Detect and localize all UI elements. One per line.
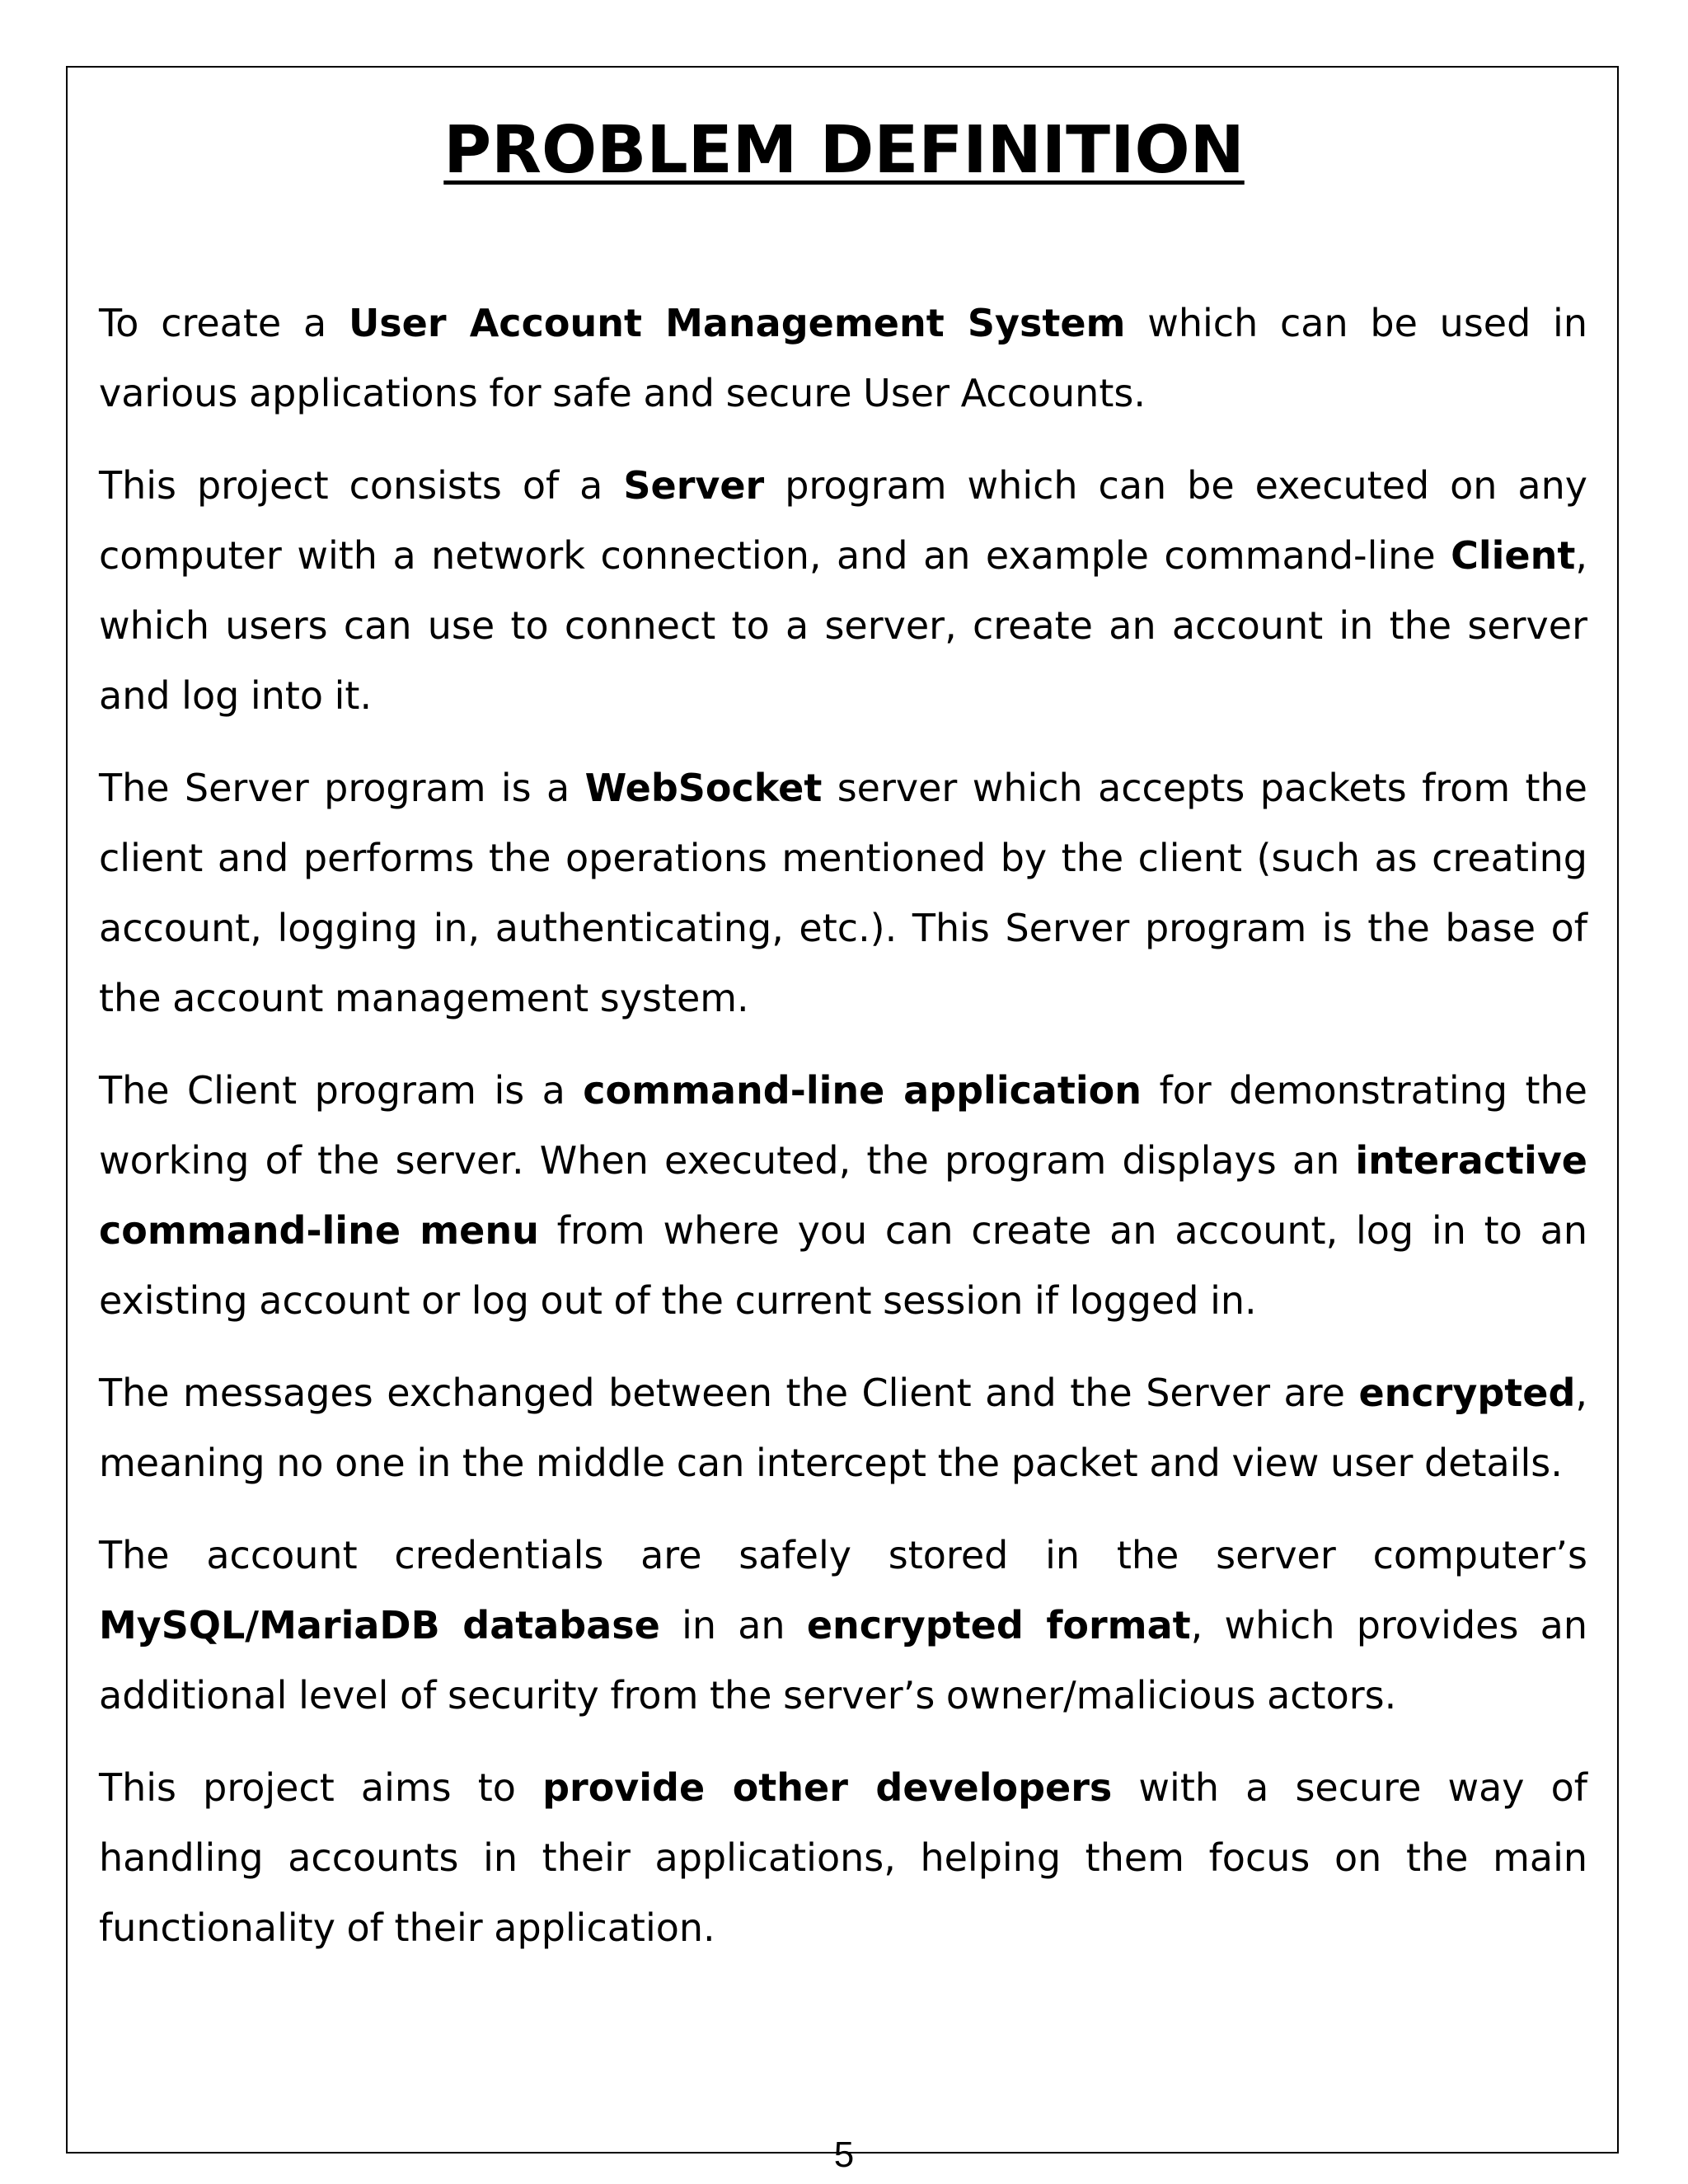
bold-text-segment: provide other developers (542, 1765, 1113, 1810)
text-segment: for demonstrating the working of the server. When executed, the program displays an (99, 1068, 1587, 1183)
bold-text-segment: Server (623, 463, 765, 508)
text-segment: The account credentials are safely stored in the server computer’s (99, 1533, 1587, 1577)
page-title: PROBLEM DEFINITION (443, 112, 1245, 188)
text-segment: program which can be executed on any computer with a network connection, and an example command-line (99, 463, 1587, 578)
text-segment: The Server program is a (99, 766, 585, 810)
paragraph-encryption (99, 1358, 1587, 1498)
bold-text-segment: command-line application (583, 1068, 1142, 1113)
text-segment: , meaning no one in the middle can intercept the packet and view user details. (99, 1371, 1587, 1485)
bold-text-segment: encrypted format (806, 1603, 1191, 1647)
text-segment: in an (659, 1603, 807, 1647)
body-text (99, 288, 1587, 1985)
text-segment: from where you can create an account, log in to an existing account or log out of the current session if logged in. (99, 1208, 1587, 1323)
paragraph-aim (99, 1753, 1587, 1963)
paragraph-database (99, 1521, 1587, 1731)
bold-text-segment: MySQL/MariaDB database (99, 1603, 660, 1647)
text-segment: , which provides an additional level of security from the server’s owner/malicious actors. (99, 1603, 1587, 1718)
paragraph-intro (99, 288, 1587, 429)
text-segment: with a secure way of handling accounts in their applications, helping them focus on the main functionality of their application. (99, 1765, 1587, 1950)
text-segment: The Client program is a (99, 1068, 584, 1113)
text-segment: To create a (99, 301, 349, 345)
bold-text-segment: Client (1451, 533, 1576, 578)
paragraph-client (99, 1056, 1587, 1336)
text-segment: server which accepts packets from the client and performs the operations mentioned by the client (such as creating account, logging in, authenticating, etc.). This Server program is the base of the account management system. (99, 766, 1587, 1020)
text-segment: This project aims to (99, 1765, 543, 1810)
bold-text-segment: interactive command-line menu (99, 1138, 1587, 1253)
paragraph-server (99, 753, 1587, 1033)
page-number: 5 (833, 2135, 855, 2175)
text-segment: , which users can use to connect to a server, create an account in the server and log into it. (99, 533, 1587, 718)
paragraph-project-components (99, 451, 1587, 731)
bold-text-segment: User Account Management System (348, 301, 1126, 345)
text-segment: which can be used in various applications for safe and secure User Accounts. (99, 301, 1587, 415)
text-segment: The messages exchanged between the Client and the Server are (99, 1371, 1359, 1415)
bold-text-segment: encrypted (1358, 1371, 1576, 1415)
bold-text-segment: WebSocket (584, 766, 823, 810)
text-segment: This project consists of a (99, 463, 624, 508)
